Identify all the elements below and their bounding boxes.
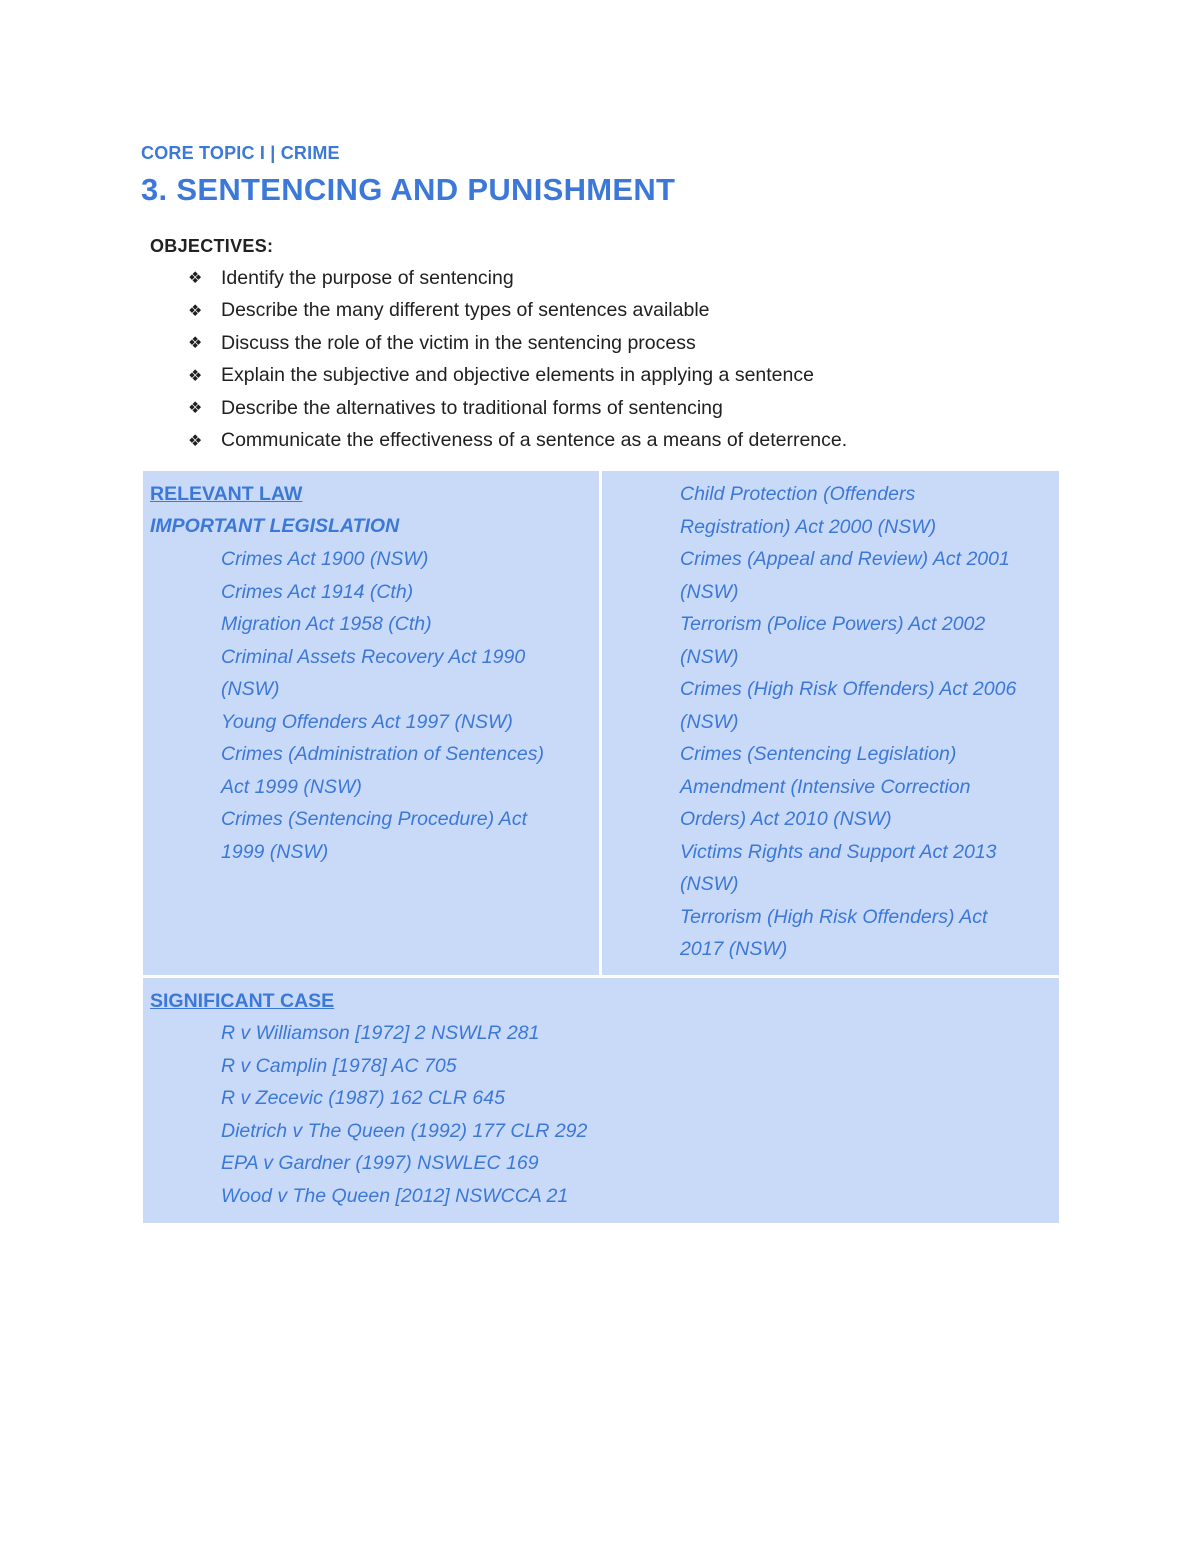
diamond-bullet-icon: ❖ (188, 432, 203, 450)
legislation-line: 2017 (NSW) (680, 938, 788, 960)
page-title: 3. SENTENCING AND PUNISHMENT (141, 172, 676, 207)
legislation-line: (NSW) (680, 645, 739, 668)
legislation-line: Terrorism (High Risk Offenders) Act (680, 905, 988, 928)
case-item: Wood v The Queen [2012] NSWCCA 21 (221, 1184, 569, 1207)
legislation-line: (NSW) (680, 710, 739, 733)
objective-text: Identify the purpose of sentencing (221, 266, 514, 289)
objective-text: Explain the subjective and objective elements in applying a sentence (221, 364, 814, 387)
case-item: EPA v Gardner (1997) NSWLEC 169 (221, 1152, 539, 1174)
legislation-line: Crimes Act 1914 (Cth) (221, 580, 414, 603)
legislation-line: Amendment (Intensive Correction (680, 775, 971, 798)
case-item: R v Williamson [1972] 2 NSWLR 281 (221, 1022, 540, 1044)
objective-text: Describe the many different types of sentences available (221, 299, 710, 322)
legislation-line: Crimes (Sentencing Procedure) Act (221, 808, 527, 830)
legislation-line: Act 1999 (NSW) (221, 775, 362, 798)
diamond-bullet-icon: ❖ (188, 400, 203, 418)
legislation-line: Registration) Act 2000 (NSW) (680, 515, 937, 538)
legislation-line: Victims Rights and Support Act 2013 (680, 840, 997, 863)
legislation-list-right (680, 478, 1016, 966)
legislation-line: Migration Act 1958 (Cth) (221, 613, 432, 635)
legislation-line: Child Protection (Offenders (680, 483, 916, 505)
legislation-line: (NSW) (680, 873, 739, 895)
relevant-law-cell-right (602, 471, 1059, 975)
objective-item (188, 425, 847, 458)
legislation-line: (NSW) (221, 678, 280, 700)
case-item: R v Zecevic (1987) 162 CLR 645 (221, 1087, 505, 1109)
case-item: R v Camplin [1978] AC 705 (221, 1054, 457, 1077)
legislation-line: Crimes (Appeal and Review) Act 2001 (680, 548, 1010, 570)
diamond-bullet-icon: ❖ (188, 302, 203, 320)
legislation-line: (NSW) (680, 580, 739, 603)
legislation-list-left (221, 543, 544, 868)
objective-item (188, 392, 847, 425)
relevant-law-heading[interactable]: RELEVANT LAW (150, 483, 303, 505)
objective-text: Describe the alternatives to traditional forms of sentencing (221, 396, 723, 419)
objective-item (188, 295, 847, 328)
objectives-heading: OBJECTIVES: (150, 236, 274, 256)
objective-item (188, 327, 847, 360)
significant-case-heading[interactable]: SIGNIFICANT CASE (150, 990, 335, 1012)
legislation-line: Crimes Act 1900 (NSW) (221, 548, 429, 570)
legislation-line: Crimes (Administration of Sentences) (221, 743, 544, 765)
legislation-line: Orders) Act 2010 (NSW) (680, 808, 892, 830)
case-list (221, 1017, 587, 1212)
legislation-line: Crimes (High Risk Offenders) Act 2006 (680, 678, 1017, 700)
objectives-list (188, 262, 847, 457)
law-table (143, 471, 1059, 1223)
case-item: Dietrich v The Queen (1992) 177 CLR 292 (221, 1119, 588, 1142)
legislation-line: Crimes (Sentencing Legislation) (680, 743, 957, 765)
legislation-line: Young Offenders Act 1997 (NSW) (221, 710, 513, 733)
objective-item (188, 360, 847, 393)
objective-text: Communicate the effectiveness of a sentence as a means of deterrence. (221, 429, 848, 452)
diamond-bullet-icon: ❖ (188, 270, 203, 288)
topic-label: CORE TOPIC I | CRIME (141, 143, 340, 163)
diamond-bullet-icon: ❖ (188, 367, 203, 385)
relevant-law-cell-left (143, 471, 599, 975)
objective-text: Discuss the role of the victim in the sentencing process (221, 331, 696, 354)
important-legislation-heading: IMPORTANT LEGISLATION (150, 515, 400, 537)
legislation-line: 1999 (NSW) (221, 840, 329, 863)
legislation-line: Terrorism (Police Powers) Act 2002 (680, 613, 986, 635)
legislation-line: Criminal Assets Recovery Act 1990 (221, 645, 526, 668)
significant-case-cell (143, 978, 1059, 1223)
objective-item (188, 262, 847, 295)
diamond-bullet-icon: ❖ (188, 335, 203, 353)
